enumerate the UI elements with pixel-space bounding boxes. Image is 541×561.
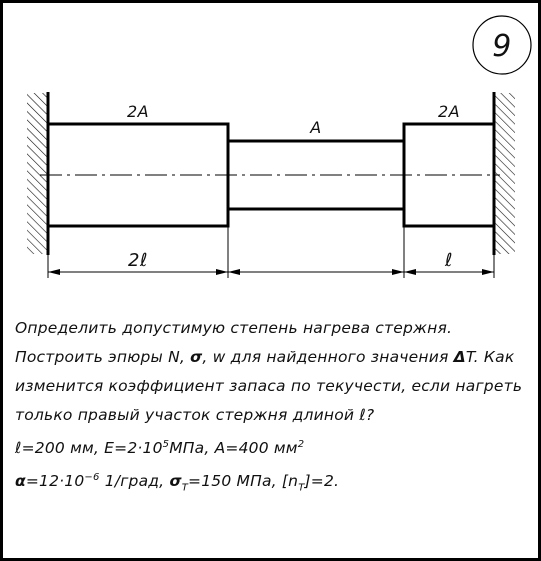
given-text: 1/град, — [99, 472, 170, 491]
given-line-1 — [15, 430, 537, 463]
subscript: T — [298, 482, 305, 494]
statement-text: T. Как — [465, 348, 515, 366]
left-length-label: 2ℓ — [128, 250, 148, 271]
exponent: 2 — [297, 439, 305, 450]
middle-area-label: A — [310, 118, 322, 137]
statement-text: , w для найденного значения — [202, 348, 454, 366]
sigma-symbol: σ — [190, 348, 203, 366]
right-length-label: ℓ — [445, 250, 453, 271]
given-text: ]=2. — [304, 472, 340, 491]
given-text: ℓ=200 мм, E=2·10 — [15, 439, 163, 458]
given-text: =150 МПа, [n — [188, 472, 299, 491]
given-line-2 — [15, 463, 537, 503]
statement-text: Построить эпюры N, — [15, 348, 191, 366]
statement-line-4 — [15, 401, 537, 430]
statement-line-3 — [15, 372, 537, 401]
exponent: 5 — [162, 439, 170, 450]
sigma-symbol: σ — [169, 472, 182, 491]
alpha-symbol: α — [15, 472, 26, 491]
dimension-lines — [48, 226, 494, 278]
problem-number: 9 — [492, 29, 512, 64]
left-area-label: 2A — [126, 102, 150, 121]
statement-line-2 — [15, 343, 537, 372]
statement-text: изменится коэффициент запаса по текучести, если нагреть — [15, 377, 523, 395]
problem-statement — [15, 314, 537, 503]
statement-line-1 — [15, 314, 537, 343]
left-wall-support — [27, 92, 48, 255]
exponent: −6 — [84, 472, 100, 484]
delta-symbol: Δ — [453, 348, 466, 366]
given-text: =12·10 — [25, 472, 85, 491]
right-wall-support — [494, 92, 515, 255]
subscript: T — [181, 482, 189, 494]
statement-text: только правый участок стержня длиной ℓ? — [15, 406, 375, 424]
right-area-label: 2A — [437, 102, 461, 121]
statement-text: Определить допустимую степень нагрева стержня. — [15, 319, 453, 337]
given-text: МПа, A=400 мм — [169, 439, 298, 458]
